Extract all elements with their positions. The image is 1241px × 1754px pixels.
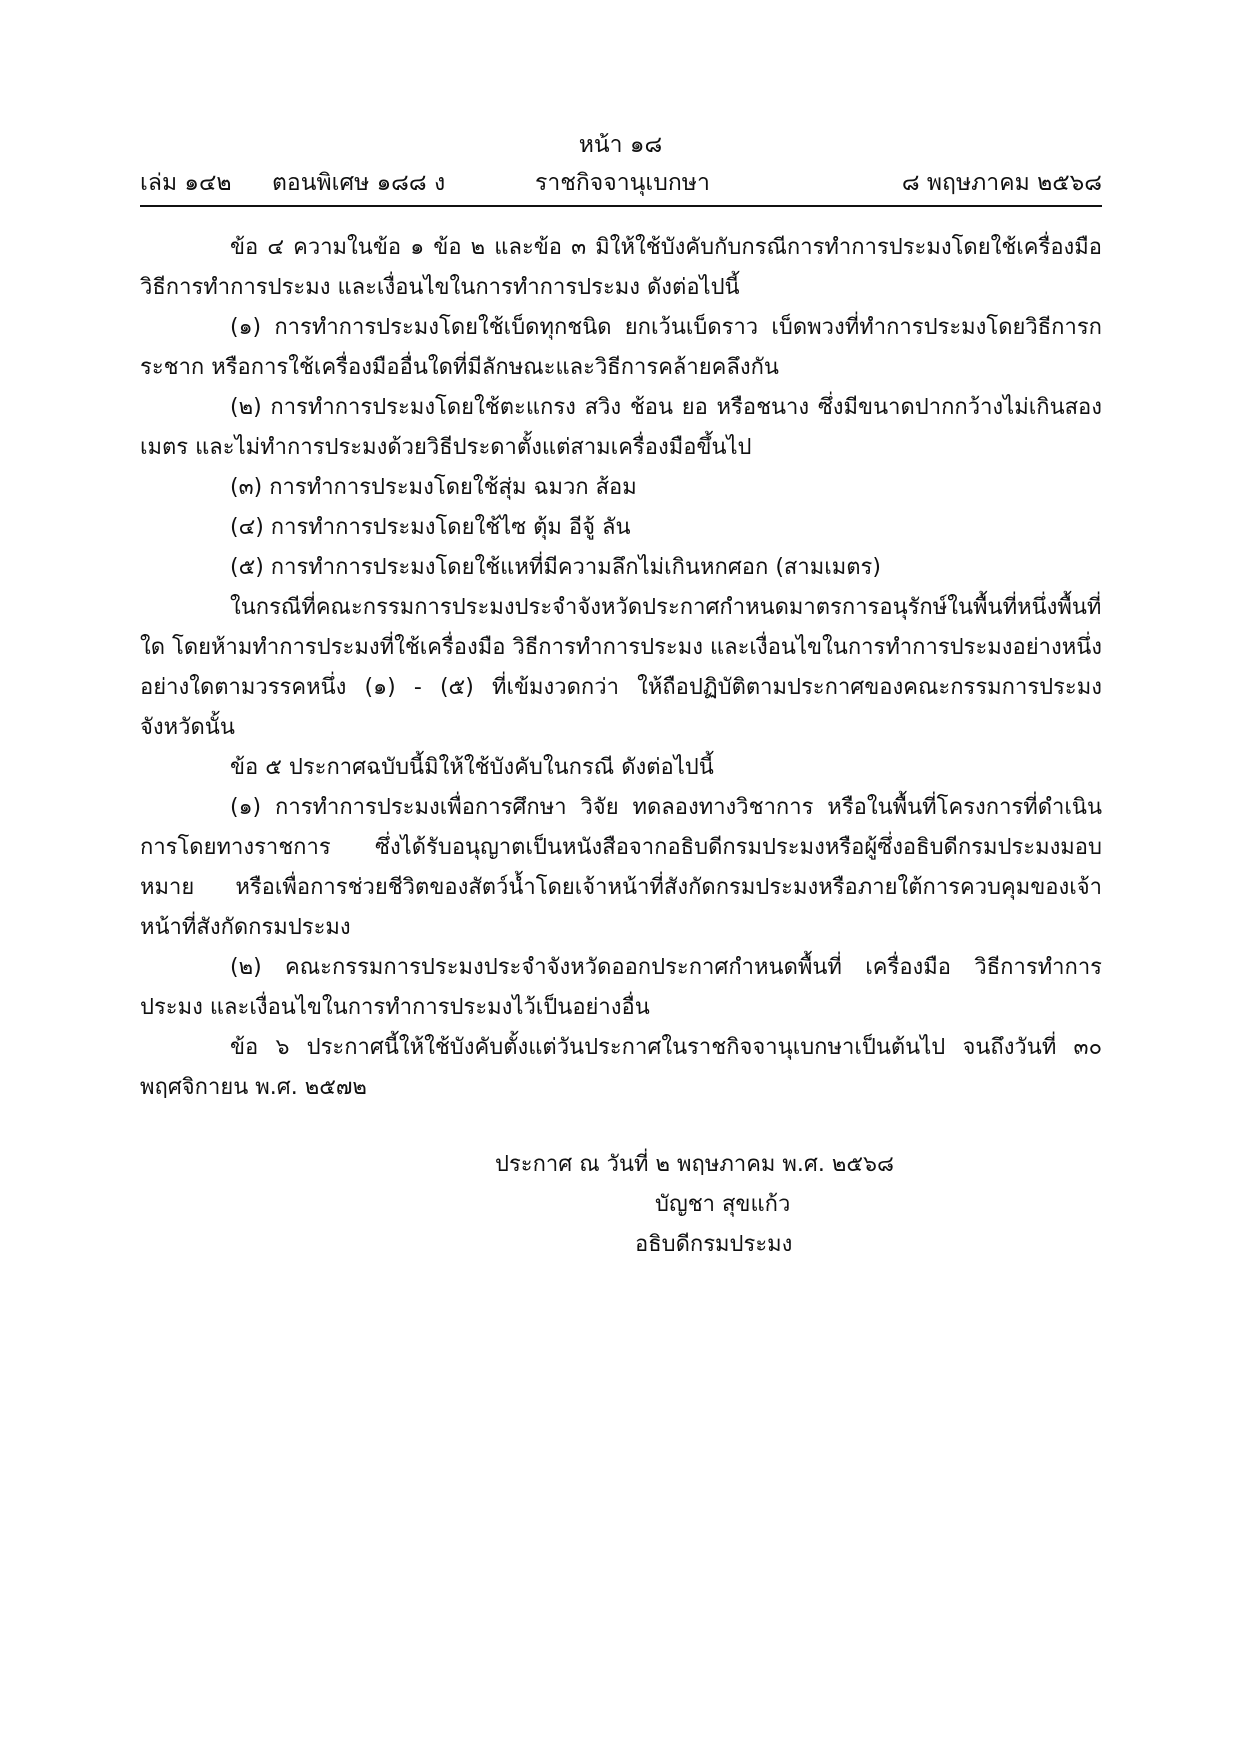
publication-date: ๘ พฤษภาคม ๒๕๖๘ — [901, 170, 1102, 196]
clause-4-item-3: (๓) การทำการประมงโดยใช้สุ่ม ฉมวก ส้อม — [230, 475, 637, 500]
page-number: หน้า ๑๘ — [578, 132, 663, 158]
signature-block — [440, 1145, 1000, 1265]
clause-4-item-1: (๑) การทำการประมงโดยใช้เบ็ดทุกชนิด ยกเว้นเบ็ดราว เบ็ดพวงที่ทำการประมงโดยวิธีการกระชาก หรือการใช้เครื่องมืออื่นใดที่มีลักษณะและวิธีการคล้ายคลึงกัน — [140, 315, 1102, 380]
clause-4-item-5: (๕) การทำการประมงโดยใช้แหที่มีความลึกไม่เกินหกศอก (สามเมตร) — [230, 555, 881, 580]
issue-label: ตอนพิเศษ ๑๘๘ ง — [272, 170, 446, 196]
announcement-date: ประกาศ ณ วันที่ ๒ พฤษภาคม พ.ศ. ๒๕๖๘ — [495, 1152, 894, 1177]
document-body — [140, 228, 1102, 1108]
clause-6: ข้อ ๖ ประกาศนี้ให้ใช้บังคับตั้งแต่วันประกาศในราชกิจจานุเบกษาเป็นต้นไป จนถึงวันที่ ๓๐ พฤศจิกายน พ.ศ. ๒๕๗๒ — [140, 1035, 1102, 1100]
clause-4-item-4: (๔) การทำการประมงโดยใช้ไซ ตุ้ม อีจู้ ลัน — [230, 515, 631, 540]
header-divider — [140, 205, 1102, 207]
gazette-title: ราชกิจจานุเบกษา — [535, 170, 710, 196]
clause-4: ข้อ ๔ ความในข้อ ๑ ข้อ ๒ และข้อ ๓ มิให้ใช้บังคับกับกรณีการทำการประมงโดยใช้เครื่องมือ วิธีการทำการประมง และเงื่อนไขในการทำการประมง ดังต่อไปนี้ — [140, 235, 1102, 300]
gazette-header — [140, 166, 1102, 200]
volume-label: เล่ม ๑๔๒ — [140, 170, 232, 196]
signatory-title: อธิบดีกรมประมง — [635, 1232, 793, 1257]
clause-5-item-2: (๒) คณะกรรมการประมงประจำจังหวัดออกประกาศกำหนดพื้นที่ เครื่องมือ วิธีการทำการประมง และเงื่อนไขในการทำการประมงไว้เป็นอย่างอื่น — [140, 955, 1102, 1020]
signatory-name: บัญชา สุขแก้ว — [655, 1192, 791, 1217]
clause-4-item-2: (๒) การทำการประมงโดยใช้ตะแกรง สวิง ช้อน ยอ หรือชนาง ซึ่งมีขนาดปากกว้างไม่เกินสองเมตร และไม่ทำการประมงด้วยวิธีประดาตั้งแต่สามเครื่องมือขึ้นไป — [140, 395, 1102, 460]
clause-5-item-1: (๑) การทำการประมงเพื่อการศึกษา วิจัย ทดลองทางวิชาการ หรือในพื้นที่โครงการที่ดำเนินการโดยทางราชการ ซึ่งได้รับอนุญาตเป็นหนังสือจากอธิบดีกรมประมงหรือผู้ซึ่งอธิบดีกรมประมงมอบหมาย หรือเพื่อการช่วยชีวิตของสัตว์น้ำโดยเจ้าหน้าที่สังกัดกรมประมงหรือภายใต้การควบคุมของเจ้าหน้าที่สังกัดกรมประมง — [140, 795, 1102, 940]
clause-5: ข้อ ๕ ประกาศฉบับนี้มิให้ใช้บังคับในกรณี ดังต่อไปนี้ — [230, 755, 714, 780]
clause-4-paragraph-2: ในกรณีที่คณะกรรมการประมงประจำจังหวัดประกาศกำหนดมาตรการอนุรักษ์ในพื้นที่หนึ่งพื้นที่ใด โดยห้ามทำการประมงที่ใช้เครื่องมือ วิธีการทำการประมง และเงื่อนไขในการทำการประมงอย่างหนึ่งอย่างใดตามวรรคหนึ่ง (๑) - (๕) ที่เข้มงวดกว่า ให้ถือปฏิบัติตามประกาศของคณะกรรมการประมงจังหวัดนั้น — [140, 595, 1102, 740]
